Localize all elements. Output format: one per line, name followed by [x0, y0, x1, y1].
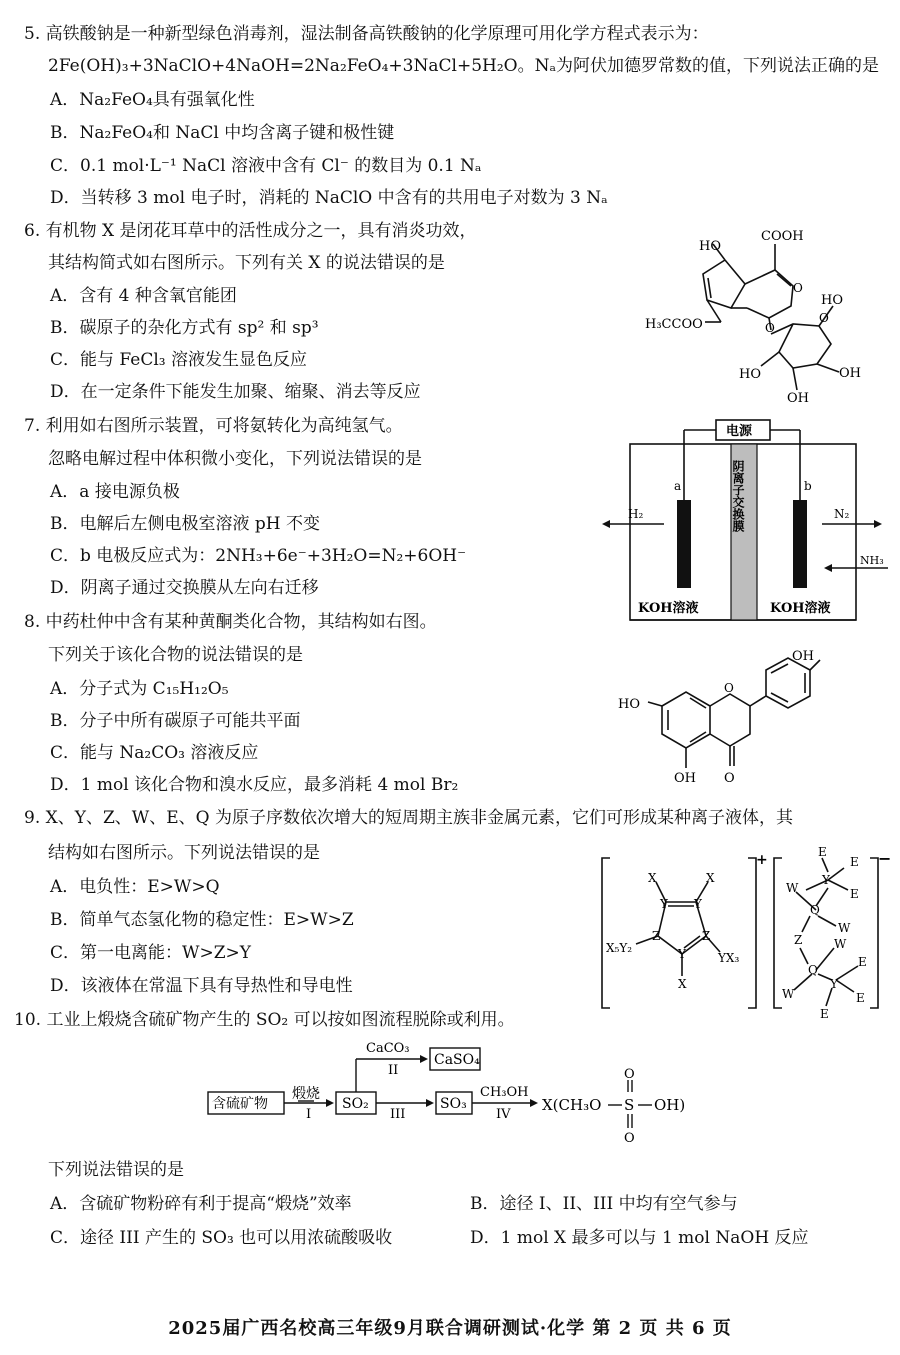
q9-y-left: Y [660, 897, 668, 911]
q10-calcine-label: 煅烧 [292, 1086, 320, 1102]
q10-so3-box: SO₃ [440, 1096, 467, 1112]
q8-stem-line1: 8. 中药杜仲中含有某种黄酮类化合物，其结构如右图。 [24, 612, 437, 632]
q7-option-d: D．阴离子通过交换膜从左向右迁移 [50, 578, 319, 598]
q6-ring-o1: O [793, 281, 803, 295]
q6-ring-o2: O [765, 321, 775, 335]
q9-cation-charge: + [756, 852, 768, 868]
q10-step2: II [388, 1063, 399, 1078]
q8-oh-bottom: OH [674, 771, 696, 786]
q7-membrane-label: 阴离子交换膜 [731, 460, 745, 532]
q6-cooh: COOH [761, 229, 804, 244]
q7-option-c: C．b 电极反应式为：2NH₃+6e⁻+3H₂O=N₂+6OH⁻ [50, 546, 467, 566]
q8-ring-oxygen: O [724, 681, 734, 695]
q6-structure-figure [635, 222, 875, 412]
q6-ring-o3: O [819, 311, 829, 325]
page-footer: 2025届广西名校高三年级9月联合调研测试·化学 第 2 页 共 6 页 [168, 1318, 732, 1339]
q5-stem-line1: 5. 高铁酸钠是一种新型绿色消毒剂，湿法制备高铁酸钠的化学原理可用化学方程式表示为： [24, 24, 709, 44]
q9-stem-line2: 结构如右图所示。下列说法错误的是 [48, 843, 320, 863]
q7-koh-right: KOH溶液 [770, 601, 831, 616]
q9-w4: W [782, 987, 795, 1001]
q9-stem-line1: 9. X、Y、Z、W、E、Q 为原子序数依次增大的短周期主族非金属元素，它们可形成某种离子液体，其 [24, 808, 793, 828]
q10-product-left: X(CH₃O [542, 1096, 602, 1114]
q6-stem-line2: 其结构简式如右图所示。下列有关 X 的说法错误的是 [48, 253, 445, 273]
q6-option-c: C．能与 FeCl₃ 溶液发生显色反应 [50, 350, 307, 370]
q9-x-bottom: X [678, 977, 687, 991]
q10-ch3oh-label: CH₃OH [480, 1085, 529, 1100]
q9-option-c: C．第一电离能：W>Z>Y [50, 943, 252, 963]
q7-electrode-b [793, 500, 807, 588]
q6-ho-right: HO [821, 293, 843, 308]
q7-power-label: 电源 [726, 424, 753, 439]
q6-option-b: B．碳原子的杂化方式有 sp² 和 sp³ [50, 318, 319, 338]
q9-e5: E [856, 991, 865, 1005]
q10-caso4-box: CaSO₄ [434, 1052, 480, 1068]
q10-option-b: B．途径 I、II、III 中均有空气参与 [470, 1194, 738, 1214]
q7-koh-left: KOH溶液 [638, 601, 699, 616]
q6-stem-line1: 6. 有机物 X 是闭花耳草中的活性成分之一，具有消炎功效， [24, 221, 477, 241]
q9-e1: E [818, 845, 827, 859]
q8-option-a: A．分子式为 C₁₅H₁₂O₅ [50, 679, 229, 699]
q7-label-b: b [804, 479, 812, 493]
q5-stem-line2: 2Fe(OH)₃+3NaClO+4NaOH=2Na₂FeO₄+3NaCl+5H₂O。Nₐ为阿伏加德罗常数的值，下列说法正确的是 [48, 56, 880, 76]
q10-product-right: OH) [654, 1096, 686, 1114]
q9-e6: E [820, 1007, 829, 1021]
q9-yx3: YX₃ [718, 951, 740, 965]
q9-e2: E [850, 855, 859, 869]
q7-n2-label: N₂ [834, 507, 850, 521]
q10-ore-box: 含硫矿物 [212, 1096, 268, 1112]
q8-flavanone-structure [612, 640, 842, 790]
q7-nh3-label: NH₃ [860, 554, 884, 567]
q8-option-c: C．能与 Na₂CO₃ 溶液反应 [50, 743, 259, 763]
q10-option-a: A．含硫矿物粉碎有利于提高“煅烧”效率 [50, 1194, 352, 1214]
q10-product-o-top: O [624, 1067, 635, 1082]
q9-q-top: Q [810, 903, 820, 917]
q5-option-a: A．Na₂FeO₄具有强氧化性 [50, 90, 255, 110]
q7-stem-line1: 7. 利用如右图所示装置，可将氨转化为高纯氢气。 [24, 416, 403, 436]
q5-option-d: D．当转移 3 mol 电子时，消耗的 NaClO 中含有的共用电子对数为 3 Nₐ [50, 188, 608, 208]
q9-ionic-liquid-structure [596, 840, 892, 1024]
q9-z-anion: Z [794, 933, 803, 947]
q9-w2: W [838, 921, 851, 935]
q9-e3: E [850, 887, 859, 901]
q9-y-anion-bottom: Y [830, 977, 838, 991]
q9-x-left: X [648, 871, 657, 885]
q9-z-right: Z [702, 929, 711, 943]
q8-option-b: B．分子中所有碳原子可能共平面 [50, 711, 301, 731]
q6-oh-right: OH [839, 366, 861, 381]
q9-y-anion-top: Y [822, 873, 830, 887]
q9-option-b: B．简单气态氢化物的稳定性：E>W>Z [50, 910, 354, 930]
q9-w1: W [786, 881, 799, 895]
q9-e4: E [858, 955, 867, 969]
q10-product-o-bottom: O [624, 1131, 635, 1146]
q10-step1: I [306, 1107, 312, 1122]
q7-electrode-a [677, 500, 691, 588]
q7-option-a: A．a 接电源负极 [50, 482, 180, 502]
q8-keto-oxygen: O [724, 771, 735, 786]
q6-ho-top: HO [699, 239, 721, 254]
q6-oh-bottom: OH [787, 391, 809, 406]
q10-caco3-label: CaCO₃ [366, 1041, 410, 1056]
q9-w3: W [834, 937, 847, 951]
q10-option-c: C．途径 III 产生的 SO₃ 也可以用浓硫酸吸收 [50, 1228, 393, 1248]
q9-x5y2: X₅Y₂ [606, 941, 633, 955]
q6-ester: H₃CCOO [645, 317, 703, 332]
q7-option-b: B．电解后左侧电极室溶液 pH 不变 [50, 514, 321, 534]
q9-y-right: Y [694, 897, 702, 911]
q8-stem-line2: 下列关于该化合物的说法错误的是 [48, 645, 303, 665]
q10-step4: IV [496, 1107, 511, 1122]
q7-label-a: a [674, 479, 682, 493]
q10-option-d: D．1 mol X 最多可以与 1 mol NaOH 反应 [470, 1228, 809, 1248]
q10-stem: 10. 工业上煅烧含硫矿物产生的 SO₂ 可以按如图流程脱除或利用。 [14, 1010, 515, 1030]
q10-product-s: S [624, 1096, 635, 1114]
q9-z-left: Z [652, 929, 661, 943]
q5-option-b: B．Na₂FeO₄和 NaCl 中均含离子键和极性键 [50, 123, 395, 143]
q6-ho-left: HO [739, 367, 761, 382]
q8-option-d: D．1 mol 该化合物和溴水反应，最多消耗 4 mol Br₂ [50, 775, 459, 795]
q7-electrolysis-apparatus [600, 414, 890, 624]
q10-ask: 下列说法错误的是 [48, 1160, 184, 1180]
q8-ho-left: HO [618, 697, 640, 712]
q10-so2-box: SO₂ [342, 1096, 369, 1112]
q10-process-flow [204, 1032, 704, 1152]
q9-y-bottom: Y [678, 947, 686, 961]
q9-x-right: X [706, 871, 715, 885]
q7-h2-label: H₂ [628, 507, 644, 521]
q9-option-a: A．电负性：E>W>Q [50, 877, 220, 897]
q6-option-a: A．含有 4 种含氧官能团 [50, 286, 237, 306]
q6-option-d: D．在一定条件下能发生加聚、缩聚、消去等反应 [50, 382, 421, 402]
q8-oh-top: OH [792, 649, 814, 664]
q9-option-d: D．该液体在常温下具有导热性和导电性 [50, 976, 353, 996]
q9-q-bottom: Q [808, 963, 818, 977]
q9-anion-charge: − [878, 849, 892, 868]
q5-option-c: C．0.1 mol·L⁻¹ NaCl 溶液中含有 Cl⁻ 的数目为 0.1 Nₐ [50, 156, 482, 176]
q7-stem-line2: 忽略电解过程中体积微小变化，下列说法错误的是 [48, 449, 422, 469]
q10-step3: III [390, 1107, 406, 1122]
